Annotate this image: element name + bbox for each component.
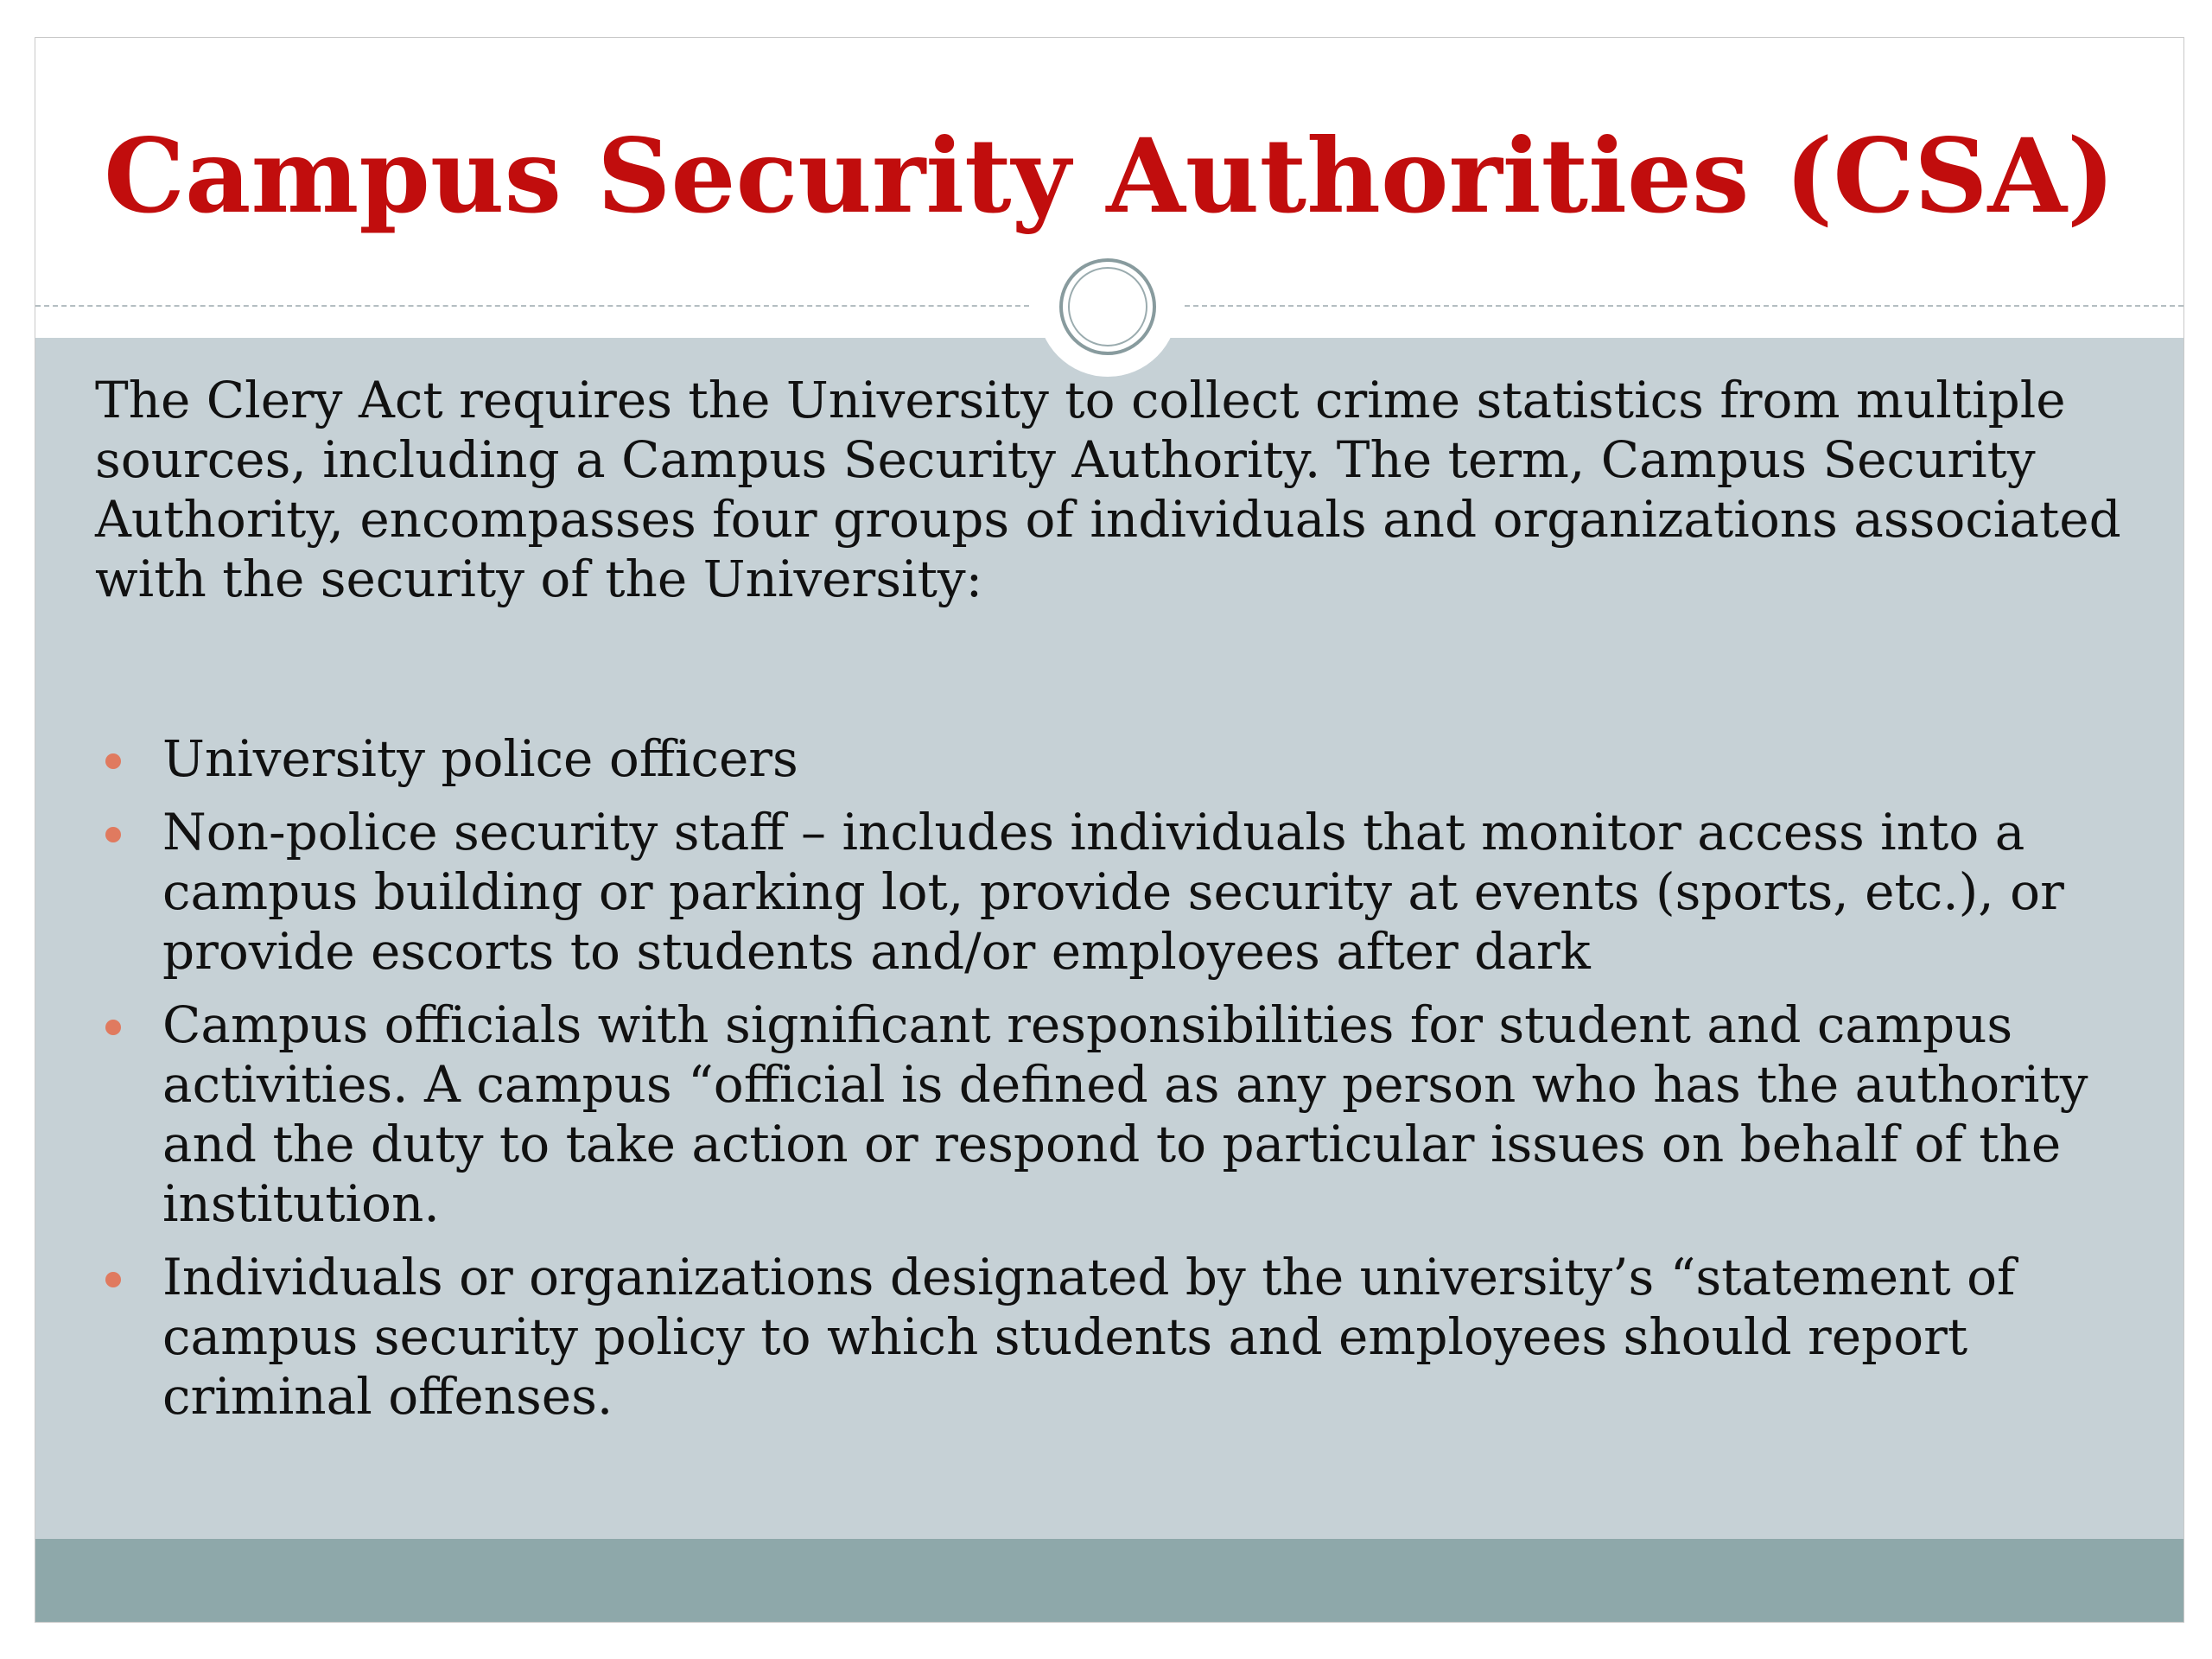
bullet-dot-icon: [105, 1020, 121, 1035]
circle-inner-ring: [1068, 267, 1147, 346]
bullet-text: Campus officials with significant responsibilities for student and campus activities. A campus “official is defined as any person who has the authority and the duty to take action or respond to particular issues on behalf of the institution.: [162, 995, 2088, 1233]
bullet-text: Individuals or organizations designated by the university’s “statement of campus security policy to which students and employees should report criminal offenses.: [162, 1248, 2016, 1426]
bullet-text: Non-police security staff – includes individuals that monitor access into a campus building or parking lot, provide security at events (sports, etc.), or provide escorts to students and/or employees after dark: [162, 803, 2064, 981]
bullet-text: University police officers: [162, 729, 798, 788]
list-item: [95, 729, 2169, 789]
title-divider-left: [35, 305, 1029, 307]
bullet-dot-icon: [105, 1272, 121, 1287]
title-divider-right: [1185, 305, 2183, 307]
list-item: [95, 803, 2169, 982]
slide: [35, 38, 2183, 1622]
bullet-dot-icon: [105, 827, 121, 842]
footer-band: [35, 1539, 2183, 1622]
bullet-list: [95, 729, 2169, 1440]
list-item: [95, 1248, 2169, 1427]
list-item: [95, 995, 2169, 1234]
circle-ring: [1059, 258, 1156, 355]
circle-ornament-icon: [1038, 237, 1178, 377]
slide-title: Campus Security Authorities (CSA): [104, 116, 2115, 236]
bullet-dot-icon: [105, 753, 121, 769]
intro-paragraph: The Clery Act requires the University to collect crime statistics from multiple sources, including a Campus Security Authority. The term, Campus Security Authority, encompasses four groups of individuals and organizations associated with the security of the University:: [95, 371, 2121, 608]
